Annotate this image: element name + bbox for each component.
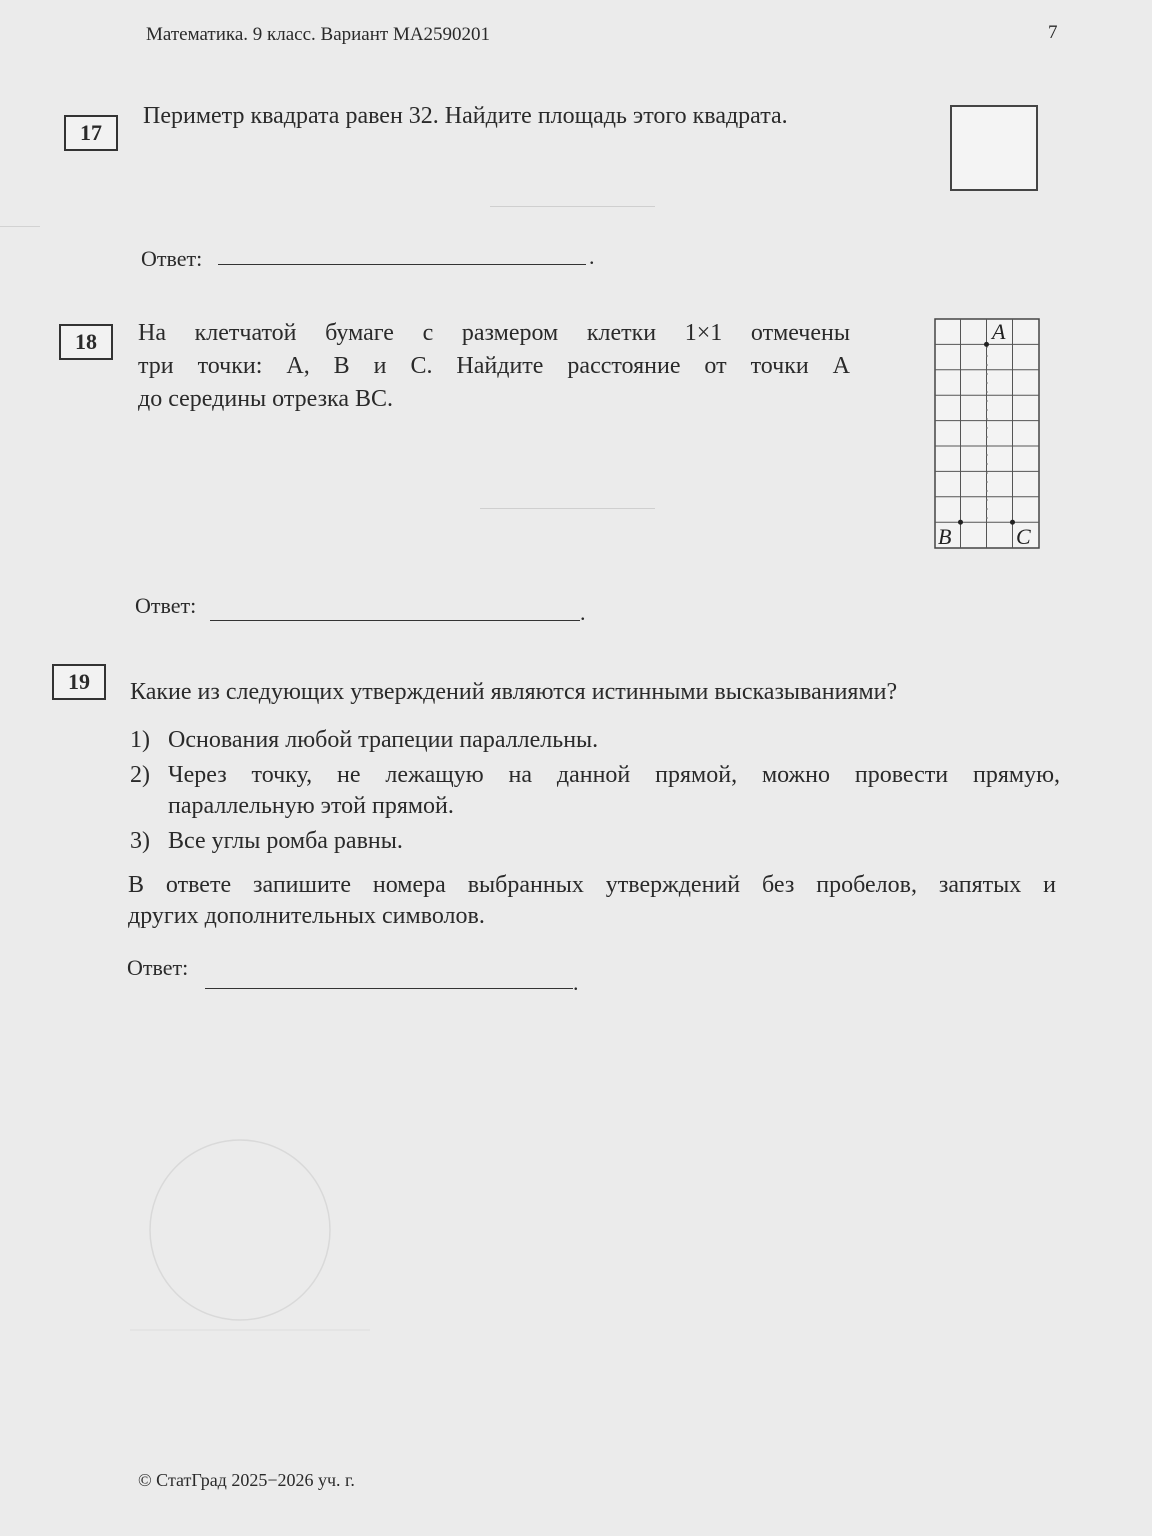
question-18-answer-dot: . <box>580 600 586 625</box>
question-17-text: Периметр квадрата равен 32. Найдите площадь этого квадрата. <box>143 103 788 129</box>
point-b-label: B <box>938 524 952 549</box>
bleed-through-line <box>480 508 655 509</box>
question-18-text <box>138 317 850 416</box>
q19-option-1-number: 1) <box>130 727 150 753</box>
question-18-line-1: На клетчатой бумаге с размером клетки 1×1 отмечены <box>138 320 850 346</box>
question-17-answer-label: Ответ: <box>141 246 203 271</box>
footer-copyright: © СтатГрад 2025−2026 уч. г. <box>138 1470 355 1490</box>
q19-option-1-text: Основания любой трапеции параллельны. <box>168 727 599 753</box>
q19-option-2 <box>130 760 1060 822</box>
point-b <box>958 520 963 525</box>
question-19-number: 19 <box>52 664 106 700</box>
page-number: 7 <box>1048 22 1058 43</box>
page-header-title: Математика. 9 класс. Вариант МА2590201 <box>146 24 491 45</box>
question-19-instruction <box>128 870 1056 932</box>
question-18-line-3: до середины отрезка BC. <box>138 386 394 412</box>
point-c-label: C <box>1016 524 1031 549</box>
question-18-answer-label: Ответ: <box>135 593 197 618</box>
question-19-answer-line[interactable] <box>205 988 573 989</box>
bleed-through-line <box>0 226 40 227</box>
question-18-line-2: три точки: A, B и C. Найдите расстояние от точки A <box>138 353 850 379</box>
question-17-answer-box[interactable] <box>950 105 1038 191</box>
question-18-number: 18 <box>59 324 113 360</box>
point-a <box>984 342 989 347</box>
question-18-answer-line[interactable] <box>210 620 580 621</box>
question-17-number: 17 <box>64 115 118 151</box>
question-19-answer-dot: . <box>573 970 579 995</box>
question-17-answer-dot: . <box>589 244 595 269</box>
question-19-answer-label: Ответ: <box>127 955 189 980</box>
q19-option-2-body <box>168 760 1060 822</box>
q19-option-3-number: 3) <box>130 828 150 854</box>
q19-option-2-line-1: Через точку, не лежащую на данной прямой, можно провести прямую, <box>168 762 1060 788</box>
question-18-grid-figure <box>934 318 1040 555</box>
question-17-answer-line[interactable] <box>218 264 586 265</box>
point-c <box>1010 520 1015 525</box>
q19-instruction-line-1: В ответе запишите номера выбранных утверждений без пробелов, запятых и <box>128 872 1056 898</box>
q19-option-2-line-2: параллельную этой прямой. <box>168 793 454 819</box>
grid-svg <box>934 318 1040 550</box>
question-19-text: Какие из следующих утверждений являются истинными высказываниями? <box>130 679 898 705</box>
q19-instruction-line-2: других дополнительных символов. <box>128 903 485 929</box>
q19-option-2-number: 2) <box>130 762 150 788</box>
q19-option-3-text: Все углы ромба равны. <box>168 828 403 854</box>
bleed-through-figure <box>120 1120 380 1350</box>
point-a-label: A <box>992 319 1006 344</box>
bleed-through-line <box>490 206 655 207</box>
